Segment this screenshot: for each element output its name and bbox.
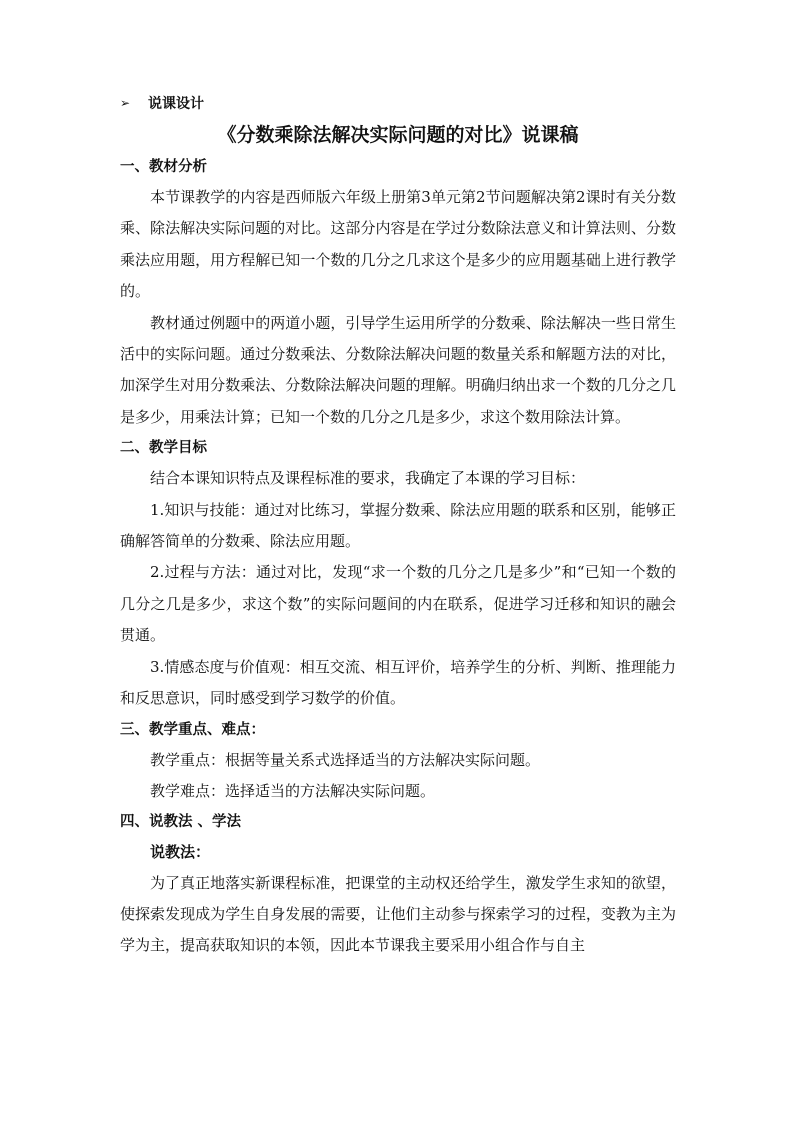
difficult-point: 教学难点：选择适当的方法解决实际问题。	[150, 781, 436, 800]
section-heading-2: 二、教学目标	[120, 439, 207, 457]
paragraph-1: 本节课教学的内容是西师版六年级上册第3单元第2节问题解决第2课时有关分数乘、除法解决实际问题的对比。这部分内容是在学过分数除法意义和计算法则、分数乘法应用题，用方程解已知一个数的几分之几求这个是多少的应用题基础上进行教学的。	[120, 188, 676, 301]
document-page	[120, 92, 676, 962]
arrow-bullet-icon: ➢	[120, 96, 131, 110]
paragraph-2: 教材通过例题中的两道小题，引导学生运用所学的分数乘、除法解决一些日常生活中的实际问题。通过分数乘法、分数除法解决问题的数量关系和解题方法的对比，加深学生对用分数乘法、分数除法解决问题的理解。明确归纳出求一个数的几分之几是多少，用乘法计算；已知一个数的几分之几是多少，求这个数用除法计算。	[120, 313, 676, 426]
key-point: 教学重点：根据等量关系式选择适当的方法解决实际问题。	[150, 750, 541, 769]
goals-intro: 结合本课知识特点及课程标准的要求，我确定了本课的学习目标：	[150, 469, 586, 488]
goal-2: 2.过程与方法：通过对比，发现“求一个数的几分之几是多少”和“已知一个数的几分之几是多少，求这个数”的实际问题间的内在联系，促进学习迁移和知识的融会贯通。	[120, 563, 676, 645]
paragraph-method: 为了真正地落实新课程标准，把课堂的主动权还给学生，激发学生求知的欲望，使探索发现成为学生自身发展的需要，让他们主动参与探索学习的过程，变教为主为学为主，提高获取知识的本领，因此本节课我主要采用小组合作与自主	[120, 873, 676, 955]
section-heading-1: 一、教材分析	[120, 158, 207, 175]
section-heading-4: 四、说教法 、学法	[120, 812, 242, 830]
document-title: 《分数乘除法解决实际问题的对比》说课稿	[217, 124, 579, 146]
goal-3: 3.情感态度与价值观：相互交流、相互评价，培养学生的分析、判断、推理能力和反思意识，同时感受到学习数学的价值。	[120, 657, 676, 708]
goal-1: 1.知识与技能：通过对比练习，掌握分数乘、除法应用题的联系和区别，能够正确解答简单的分数乘、除法应用题。	[120, 500, 676, 551]
section-heading-3: 三、教学重点、难点：	[120, 720, 265, 738]
bullet-heading	[120, 92, 676, 114]
bullet-label: 说课设计	[148, 96, 204, 112]
teaching-method-heading: 说教法：	[150, 842, 211, 861]
